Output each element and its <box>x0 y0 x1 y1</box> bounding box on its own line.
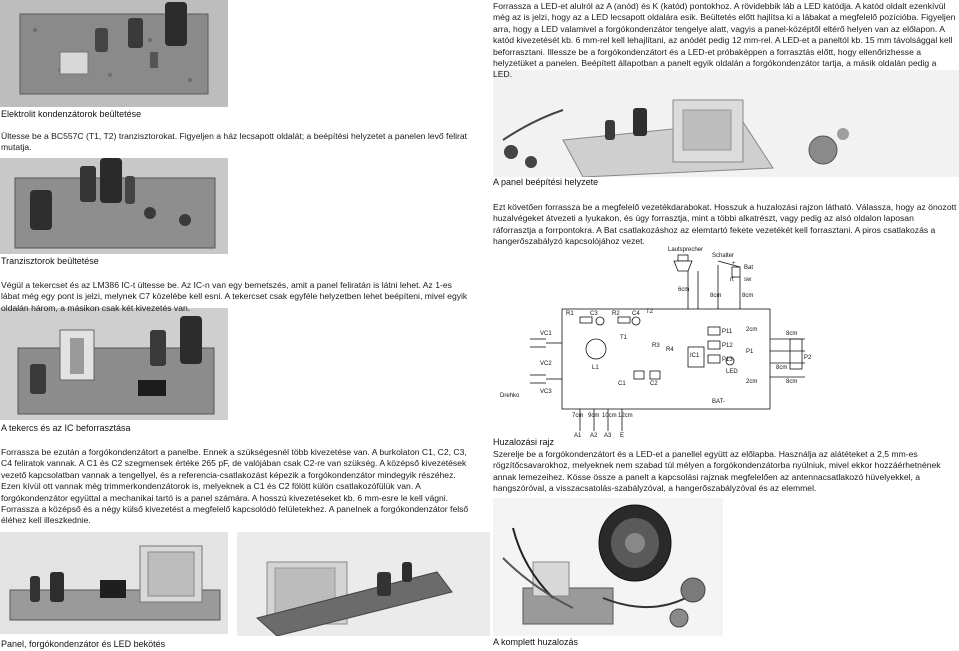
diagram-label-8cm-c: 8cm <box>786 331 798 337</box>
diagram-label-8cm-e: 8cm <box>786 379 798 385</box>
paragraph-lm386-coil: Végül a tekercset és az LM386 IC-t ültesse be. Az IC-n van egy bemetszés, amit a panel feliratán is látni lehet. Az 1-es lábat még egy pont is jelzi, melynek C7 közelébe kell esni. A tekercset csak egyféle helyzetben lehet beépíteni, mivel egyik oldalán három, a másikon csak két kivezetés van. <box>1 280 468 313</box>
diagram-label-l1: L1 <box>592 365 599 371</box>
pcb-photo-2 <box>0 158 228 254</box>
diagram-label-schalter: Schalter <box>712 253 735 259</box>
photo-transistors <box>0 158 228 254</box>
pcb-photo-5 <box>237 532 490 636</box>
diagram-label-r3: R3 <box>652 343 660 349</box>
diagram-label-p12: P12 <box>722 343 733 349</box>
diagram-label-t1: T1 <box>620 335 628 341</box>
paragraph-bc557-transistors: Ültesse be a BC557C (T1, T2) tranzisztorokat. Figyeljen a ház lecsapott oldalát; a beépítési helyzetet a panelen levő felirat mutatja. <box>1 131 468 153</box>
diagram-label-c2: C2 <box>650 381 658 387</box>
caption-transistors: Tranzisztorok beültetése <box>1 256 99 266</box>
diagram-label-r4: R4 <box>666 347 674 353</box>
diagram-label-drehko: Drehko <box>500 393 520 399</box>
diagram-label-vc3: VC3 <box>540 389 552 395</box>
photo-coil-and-ic <box>0 308 228 420</box>
diagram-label-lautsprecher: Lautsprecher <box>668 247 704 253</box>
caption-panel-varicap-led: Panel, forgókondenzátor és LED bekötés <box>1 639 166 649</box>
diagram-label-bat-minus: BAT- <box>712 399 725 405</box>
diagram-label-8cm-b: 8cm <box>742 293 754 299</box>
diagram-label-r2: R2 <box>612 311 620 317</box>
pcb-photo-4 <box>0 532 228 634</box>
wiring-diagram <box>500 243 830 441</box>
diagram-label-p1: P1 <box>746 349 754 355</box>
diagram-label-12cm: 12cm <box>618 413 633 419</box>
diagram-label-ic1: IC1 <box>690 353 700 359</box>
diagram-label-bat: Bat <box>744 265 754 271</box>
pcb-photo-6 <box>493 70 959 177</box>
diagram-label-sw: sw <box>744 277 752 283</box>
caption-wiring-diagram: Huzalozási rajz <box>493 437 555 447</box>
pcb-photo-1 <box>0 0 228 107</box>
diagram-label-6cm: 6cm <box>678 287 690 293</box>
diagram-label-led: LED <box>726 369 738 375</box>
diagram-label-rt: rt <box>730 277 734 283</box>
diagram-label-vc1: VC1 <box>540 331 552 337</box>
diagram-label-c4: C4 <box>632 311 640 317</box>
diagram-label-plus: + <box>732 261 736 267</box>
paragraph-led-mounting: Forrassza a LED-et alulról az A (anód) és K (katód) pontokhoz. A rövidebbik láb a LED katódja. A katód oldalt ezenkívül még az is jelzi, hogy az a LED lecsapott oldalára esik. Beültetés előtt hajlítsa ki a lábakat a megfelelő pozícióba. Figyeljen arra, hogy a LED valamivel a forgókondenzátor tengelye alatt, vagyis a panel-középtől eltérő helyen van az előlapon. A katód kivezetését kb. 6 mm-rel kell lehajlítani, az anódét pedig 12 mm-rel. A LED-et a paneltól kb. 15 mm távolsággal kell beforrasztani. Illessze be a forgókondenzátort és a LED-et próbaképpen a forrasztás előtt, hogy ellenőrizhesse a helyzetüket a panelen. Beépített állapotban a panelt egyik oldalán a forgókondenzátor tartja, a másik oldalán pedig a LED. <box>493 1 956 80</box>
diagram-label-2cm-b: 2cm <box>746 379 758 385</box>
photo-complete-wiring <box>493 498 723 636</box>
caption-coil-and-ic: A tekercs és az IC beforrasztása <box>1 423 131 433</box>
diagram-label-r1: R1 <box>566 311 574 317</box>
diagram-label-a1: A1 <box>574 433 582 439</box>
diagram-label-c3: C3 <box>590 311 598 317</box>
photo-installation-position <box>237 532 490 636</box>
caption-panel-position: A panel beépítési helyzete <box>493 177 599 187</box>
photo-panel-varicap-led <box>0 532 228 634</box>
diagram-label-2cm: 2cm <box>746 327 758 333</box>
diagram-label-p13: P13 <box>722 357 733 363</box>
paragraph-wire-soldering: Ezt követően forrassza be a megfelelő vezetékdarabokat. Hosszuk a huzalozási rajzon látható. Válassza, hogy az önozott huzalvégeket átvezeti a lyukakon, és úgy forrasztja, mint a többi alkatrészt, vagy pedig az alsó oldalon laposan ráforrasztja a forrpontokra. A Bat csatlakozáshoz az elemtartó fekete vezetékét kell forrasztani. A piros csatlakozás a hangerőszabályzó kapcsolójához vezet. <box>493 202 957 247</box>
caption-electrolytic-capacitors: Elektrolit kondenzátorok beültetése <box>1 109 142 119</box>
caption-complete-wiring: A komplett huzalozás <box>493 637 579 647</box>
photo-panel-position <box>493 70 959 177</box>
diagram-label-vc2: VC2 <box>540 361 552 367</box>
diagram-label-p11: P11 <box>722 329 733 335</box>
diagram-label-a2: A2 <box>590 433 598 439</box>
photo-electrolytic-capacitors <box>0 0 228 107</box>
diagram-label-9cm: 9cm <box>588 413 600 419</box>
diagram-label-8cm-d: 8cm <box>776 365 788 371</box>
diagram-label-c1: C1 <box>618 381 626 387</box>
diagram-label-e: E <box>620 433 625 439</box>
paragraph-front-panel: Szerelje be a forgókondenzátort és a LED-et a panellel együtt az előlapba. Használja az alátéteket a 2,5 mm-es rögzítőcsavarokhoz, melyeknek nem szabad túl mélyen a forgókondenzátorba nyúlniuk, mivel ekkor hozzáérhetnének annak lemezeihez. Kösse össze a panelt a kapcsolási rajznak megfelelően az antennacsatlakozó hüvelyekkel, a hangszóróval, a visszacsatolás-szabályzóval, a hangerőszabályzóval és az elemmel. <box>493 449 941 494</box>
pcb-photo-7 <box>493 498 723 636</box>
diagram-label-10cm: 10cm <box>602 413 617 419</box>
diagram-label-t2: T2 <box>646 309 654 315</box>
diagram-label-a3: A3 <box>604 433 612 439</box>
diagram-label-8cm-a: 8cm <box>710 293 722 299</box>
diagram-label-7cm: 7cm <box>572 413 584 419</box>
paragraph-variable-capacitor: Forrassza be ezután a forgókondenzátort a panelbe. Ennek a szükségesnél több kivezetése van. A burkolaton C1, C2, C3, C4 feliratok vannak. A C1 és C2 szegmensek értéke 265 pF, de valójában csak C2-re van szükség. A középső kivezetések vezető kapcsolatban vannak a tengellyel, és a referencia-csatlakozást képezik a forgókondenzátor mindegyik részéhez. Ezen kívül ott vannak még trimmerkondenzátorok is, melyeknek a C1 és C2 fölött külön csatlakozófülük van. A forgókondenzátor együttal a mechanikai tartó is a panel számára. A hosszú kivezetéseket kb. 6 mm-esre le kell vágni. Forrassza a középső és a négy külső kivezetést a megfelelő kapcsolódó felületekhez. A panelnek a forgókondenzátor felső éléhez kell illeszkednie. <box>1 447 469 526</box>
pcb-photo-3 <box>0 308 228 420</box>
diagram-label-p2: P2 <box>804 355 812 361</box>
